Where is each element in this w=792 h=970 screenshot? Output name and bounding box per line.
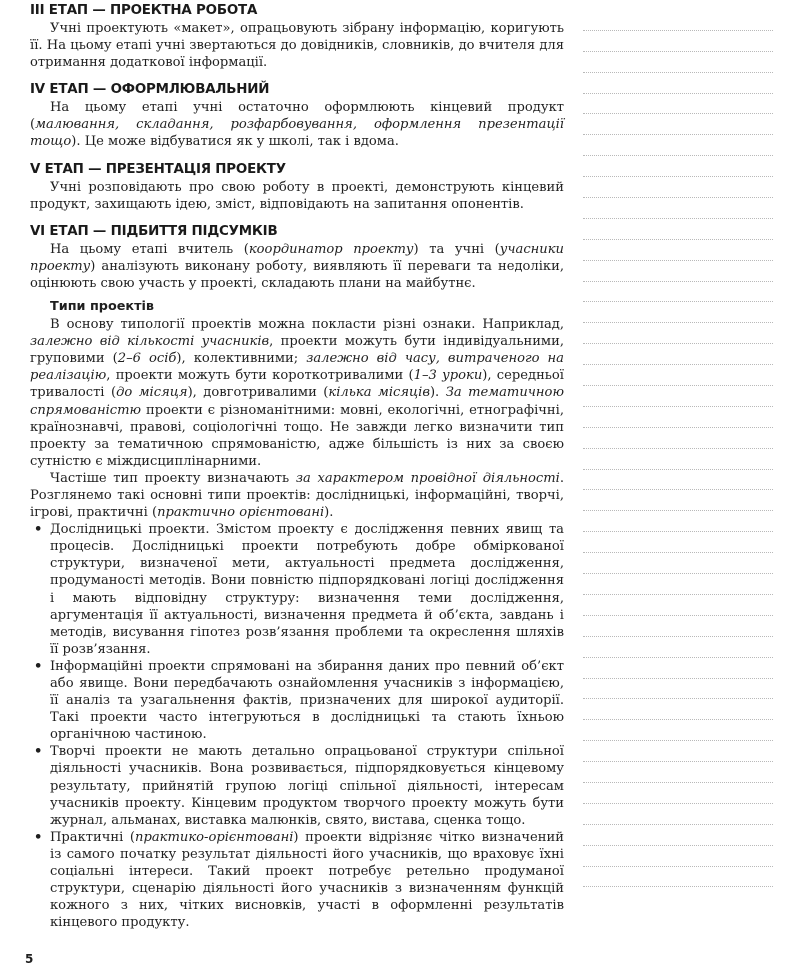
note-line (583, 198, 773, 219)
paragraph: В основу типології проектів можна покласти різні ознаки. Наприклад, залежно від кількості учасників, проекти можуть бути індивідуальними, груповими (2–6 осіб), колективними; залежно від часу, витраченого на реалізацію, проекти можуть бути короткотривалими (1–3 уроки), середньої тривалості (до місяця), довготривалими (кілька місяців). За тематичною спрямованістю проекти є різноманітними: мовні, екологічні, етнографічні, країнознавчі, правові, соціологічні тощо. Не завжди легко визначити тип проекту за тематичною спрямованістю, адже більшість із них за своєю сутністю є міждисциплінарними. (30, 317, 564, 469)
note-line (583, 323, 773, 344)
section-heading: IV ЕТАП — ОФОРМЛЮВАЛЬНИЙ (30, 82, 270, 98)
note-line (583, 637, 773, 658)
note-line (583, 846, 773, 867)
italic-text: малювання, складання, розфарбовування, оформлення презентації тощо (30, 117, 564, 150)
note-line (583, 449, 773, 470)
italic-text: практико-орієнтовані (135, 829, 294, 845)
list-item-text: Дослідницькі проекти. Змістом проекту є дослідження певних явищ та процесів. Дослідницькі проекти потребують добре обміркованої структури, визначеної мети, актуальності предмета дослідження, продуманості методів. Вони повністю підпорядковані логіці дослідження і мають відповідну структуру: визначення теми дослідження, аргументація її актуальності, визначення предмета й об’єкта, завдань і методів, висування гіпотез розв’язання проблеми та окреслення шляхів її розв’язання. (50, 522, 564, 657)
note-line (583, 699, 773, 720)
stage-5-section (30, 161, 564, 213)
italic-text: 2–6 осіб (117, 351, 177, 367)
note-line (583, 177, 773, 198)
note-line (583, 867, 773, 888)
note-line (583, 616, 773, 637)
section-heading: III ЕТАП — ПРОЕКТНА РОБОТА (30, 3, 258, 18)
page-number: 5 (25, 952, 34, 966)
note-line (583, 470, 773, 491)
stage-4-section (30, 81, 564, 150)
note-line (583, 344, 773, 365)
italic-text: 1–3 уроки (413, 368, 483, 384)
note-line (583, 261, 773, 282)
project-types-section (30, 298, 564, 931)
bullet-icon: • (34, 658, 43, 674)
note-line (583, 240, 773, 261)
bullet-icon: • (34, 522, 43, 538)
list-item (30, 521, 564, 658)
note-line (583, 553, 773, 574)
note-line (583, 282, 773, 303)
notes-margin (583, 10, 773, 900)
main-text-column (30, 2, 564, 931)
list-item (30, 658, 564, 743)
note-line (583, 407, 773, 428)
italic-text: залежно від часу, витраченого на реалізацію (30, 351, 564, 384)
italic-text: за характером провідної діяльності (295, 470, 560, 486)
subsection-heading: Типи проектів (50, 299, 155, 315)
stage-6-section (30, 223, 564, 292)
list-item (30, 743, 564, 828)
note-line (583, 532, 773, 553)
note-line (583, 783, 773, 804)
note-line (583, 52, 773, 73)
note-line (583, 73, 773, 94)
note-line (583, 720, 773, 741)
paragraph: Частіше тип проекту визначають за характером провідної діяльності. Розглянемо такі основні типи проектів: дослідницькі, інформаційні, творчі, ігрові, практичні (практично орієнтовані). (30, 470, 564, 521)
italic-text: до місяця (116, 385, 188, 401)
list-item (30, 829, 564, 932)
italic-text: практично орієнтовані (157, 505, 325, 521)
note-line (583, 825, 773, 846)
note-line (583, 10, 773, 31)
bullet-icon: • (34, 829, 43, 845)
note-line (583, 114, 773, 135)
paragraph: На цьому етапі учні остаточно оформлюють кінцевий продукт (малювання, складання, розфарбовування, оформлення презентації тощо). Це може відбуватися як у школі, так і вдома. (30, 100, 564, 150)
note-line (583, 386, 773, 407)
note-line (583, 595, 773, 616)
list-item-text: Творчі проекти не мають детально опрацьованої структури спільної діяльності учасників. Вона розвивається, підпорядковується кінцевому результату, прийнятій групою логіці спільної діяльності, інтересам учасників проекту. Кінцевим продуктом творчого проекту можуть бути журнал, альманах, виставка малюнків, свято, вистава, сценка тощо. (50, 744, 564, 828)
note-line (583, 741, 773, 762)
note-line (583, 365, 773, 386)
note-line (583, 658, 773, 679)
paragraph: Учні проектують «макет», опрацьовують зібрану інформацію, коригують її. На цьому етапі учні звертаються до довідників, словників, до вчителя для отримання додаткової інформації. (30, 21, 564, 71)
note-line (583, 804, 773, 825)
italic-text: За тематичною спрямованістю (30, 385, 564, 418)
note-line (583, 574, 773, 595)
bullet-icon: • (34, 744, 43, 760)
note-line (583, 135, 773, 156)
note-line (583, 302, 773, 323)
note-line (583, 428, 773, 449)
note-line (583, 490, 773, 511)
italic-text: кілька місяців (328, 385, 430, 401)
stage-3-section (30, 2, 564, 71)
list-item-text: Практичні (практико-орієнтовані) проекти відрізняє чітко визначений із самого початку результат діяльності його учасників, що враховує їхні соціальні інтереси. Такий проект потребує ретельно продуманої структури, сценарію діяльності його учасників з визначенням функцій кожного з них, чітких висновків, участі в оформленні результатів кінцевого продукту. (50, 829, 564, 931)
paragraph: Учні розповідають про свою роботу в проекті, демонструють кінцевий продукт, захищають ідею, зміст, відповідають на запитання опонентів. (30, 179, 564, 212)
note-line (583, 219, 773, 240)
project-types-list (30, 521, 564, 931)
italic-text: координатор проекту (248, 241, 414, 257)
note-line (583, 156, 773, 177)
note-line (583, 94, 773, 115)
list-item-text: Інформаційні проекти спрямовані на збирання даних про певний об’єкт або явище. Вони передбачають ознайомлення учасників з інформацією, її аналіз та узагальнення фактів, призначених для широкої аудиторії. Такі проекти часто інтегруються в дослідницькі та стають їхньою органічною частиною. (50, 658, 564, 743)
italic-text: залежно від кількості учасників (30, 334, 270, 350)
note-line (583, 31, 773, 52)
note-line (583, 762, 773, 783)
italic-text: учасники проекту (30, 241, 564, 274)
section-heading: VI ЕТАП — ПІДБИТТЯ ПІДСУМКІВ (30, 223, 278, 239)
note-line (583, 679, 773, 700)
note-line (583, 511, 773, 532)
paragraph: На цьому етапі вчитель (координатор проекту) та учні (учасники проекту) аналізують виконану роботу, виявляють її переваги та недоліки, оцінюють свою участь у проекті, складають плани на майбутнє. (30, 241, 564, 291)
section-heading: V ЕТАП — ПРЕЗЕНТАЦІЯ ПРОЕКТУ (30, 161, 286, 177)
